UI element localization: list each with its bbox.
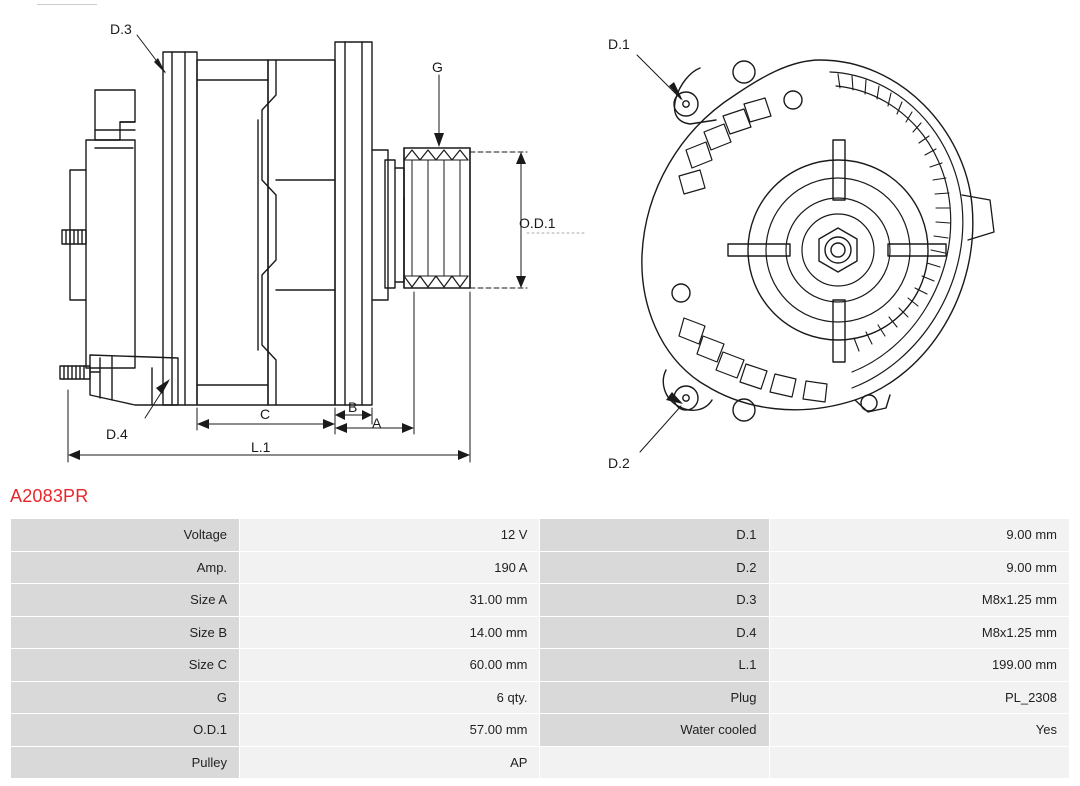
spec-label: Water cooled <box>540 714 769 747</box>
spec-value: 199.00 mm <box>769 649 1069 682</box>
spec-empty-cell <box>769 746 1069 779</box>
page-title: A2083PR <box>10 486 89 506</box>
label-od1: O.D.1 <box>519 215 556 231</box>
spec-label: D.4 <box>540 616 769 649</box>
label-g: G <box>432 59 443 75</box>
label-c: C <box>260 406 271 422</box>
specifications-table <box>10 518 1070 779</box>
label-l1: L.1 <box>251 439 271 455</box>
alternator-front-view <box>642 60 994 421</box>
table-row <box>11 746 1070 779</box>
spec-value: 6 qty. <box>240 681 540 714</box>
spec-value: 60.00 mm <box>240 649 540 682</box>
spec-value: 57.00 mm <box>240 714 540 747</box>
label-d1: D.1 <box>608 36 630 52</box>
label-d3: D.3 <box>110 21 132 37</box>
spec-value: M8x1.25 mm <box>769 584 1069 617</box>
spec-label: Size A <box>11 584 240 617</box>
table-row <box>11 584 1070 617</box>
spec-label: D.3 <box>540 584 769 617</box>
table-row <box>11 551 1070 584</box>
spec-label: Plug <box>540 681 769 714</box>
spec-value: PL_2308 <box>769 681 1069 714</box>
label-d4: D.4 <box>106 426 128 442</box>
alternator-side-view <box>60 42 470 405</box>
table-row <box>11 681 1070 714</box>
spec-label: Size B <box>11 616 240 649</box>
spec-value: Yes <box>769 714 1069 747</box>
spec-value: 14.00 mm <box>240 616 540 649</box>
spec-value: M8x1.25 mm <box>769 616 1069 649</box>
spec-value: 9.00 mm <box>769 519 1069 552</box>
label-d2: D.2 <box>608 455 630 471</box>
spec-label: L.1 <box>540 649 769 682</box>
spec-label: Pulley <box>11 746 240 779</box>
spec-value: 31.00 mm <box>240 584 540 617</box>
spec-label: G <box>11 681 240 714</box>
spec-label: Voltage <box>11 519 240 552</box>
table-row <box>11 649 1070 682</box>
spec-label: O.D.1 <box>11 714 240 747</box>
label-a: A <box>372 415 382 431</box>
table-row <box>11 714 1070 747</box>
table-row <box>11 616 1070 649</box>
spec-value: 190 A <box>240 551 540 584</box>
spec-value: 12 V <box>240 519 540 552</box>
spec-label: Size C <box>11 649 240 682</box>
spec-value: 9.00 mm <box>769 551 1069 584</box>
spec-label: D.2 <box>540 551 769 584</box>
spec-value: AP <box>240 746 540 779</box>
dimension-lines <box>68 35 585 462</box>
spec-empty-cell <box>540 746 769 779</box>
spec-label: D.1 <box>540 519 769 552</box>
spec-label: Amp. <box>11 551 240 584</box>
label-b: B <box>348 399 358 415</box>
table-row <box>11 519 1070 552</box>
